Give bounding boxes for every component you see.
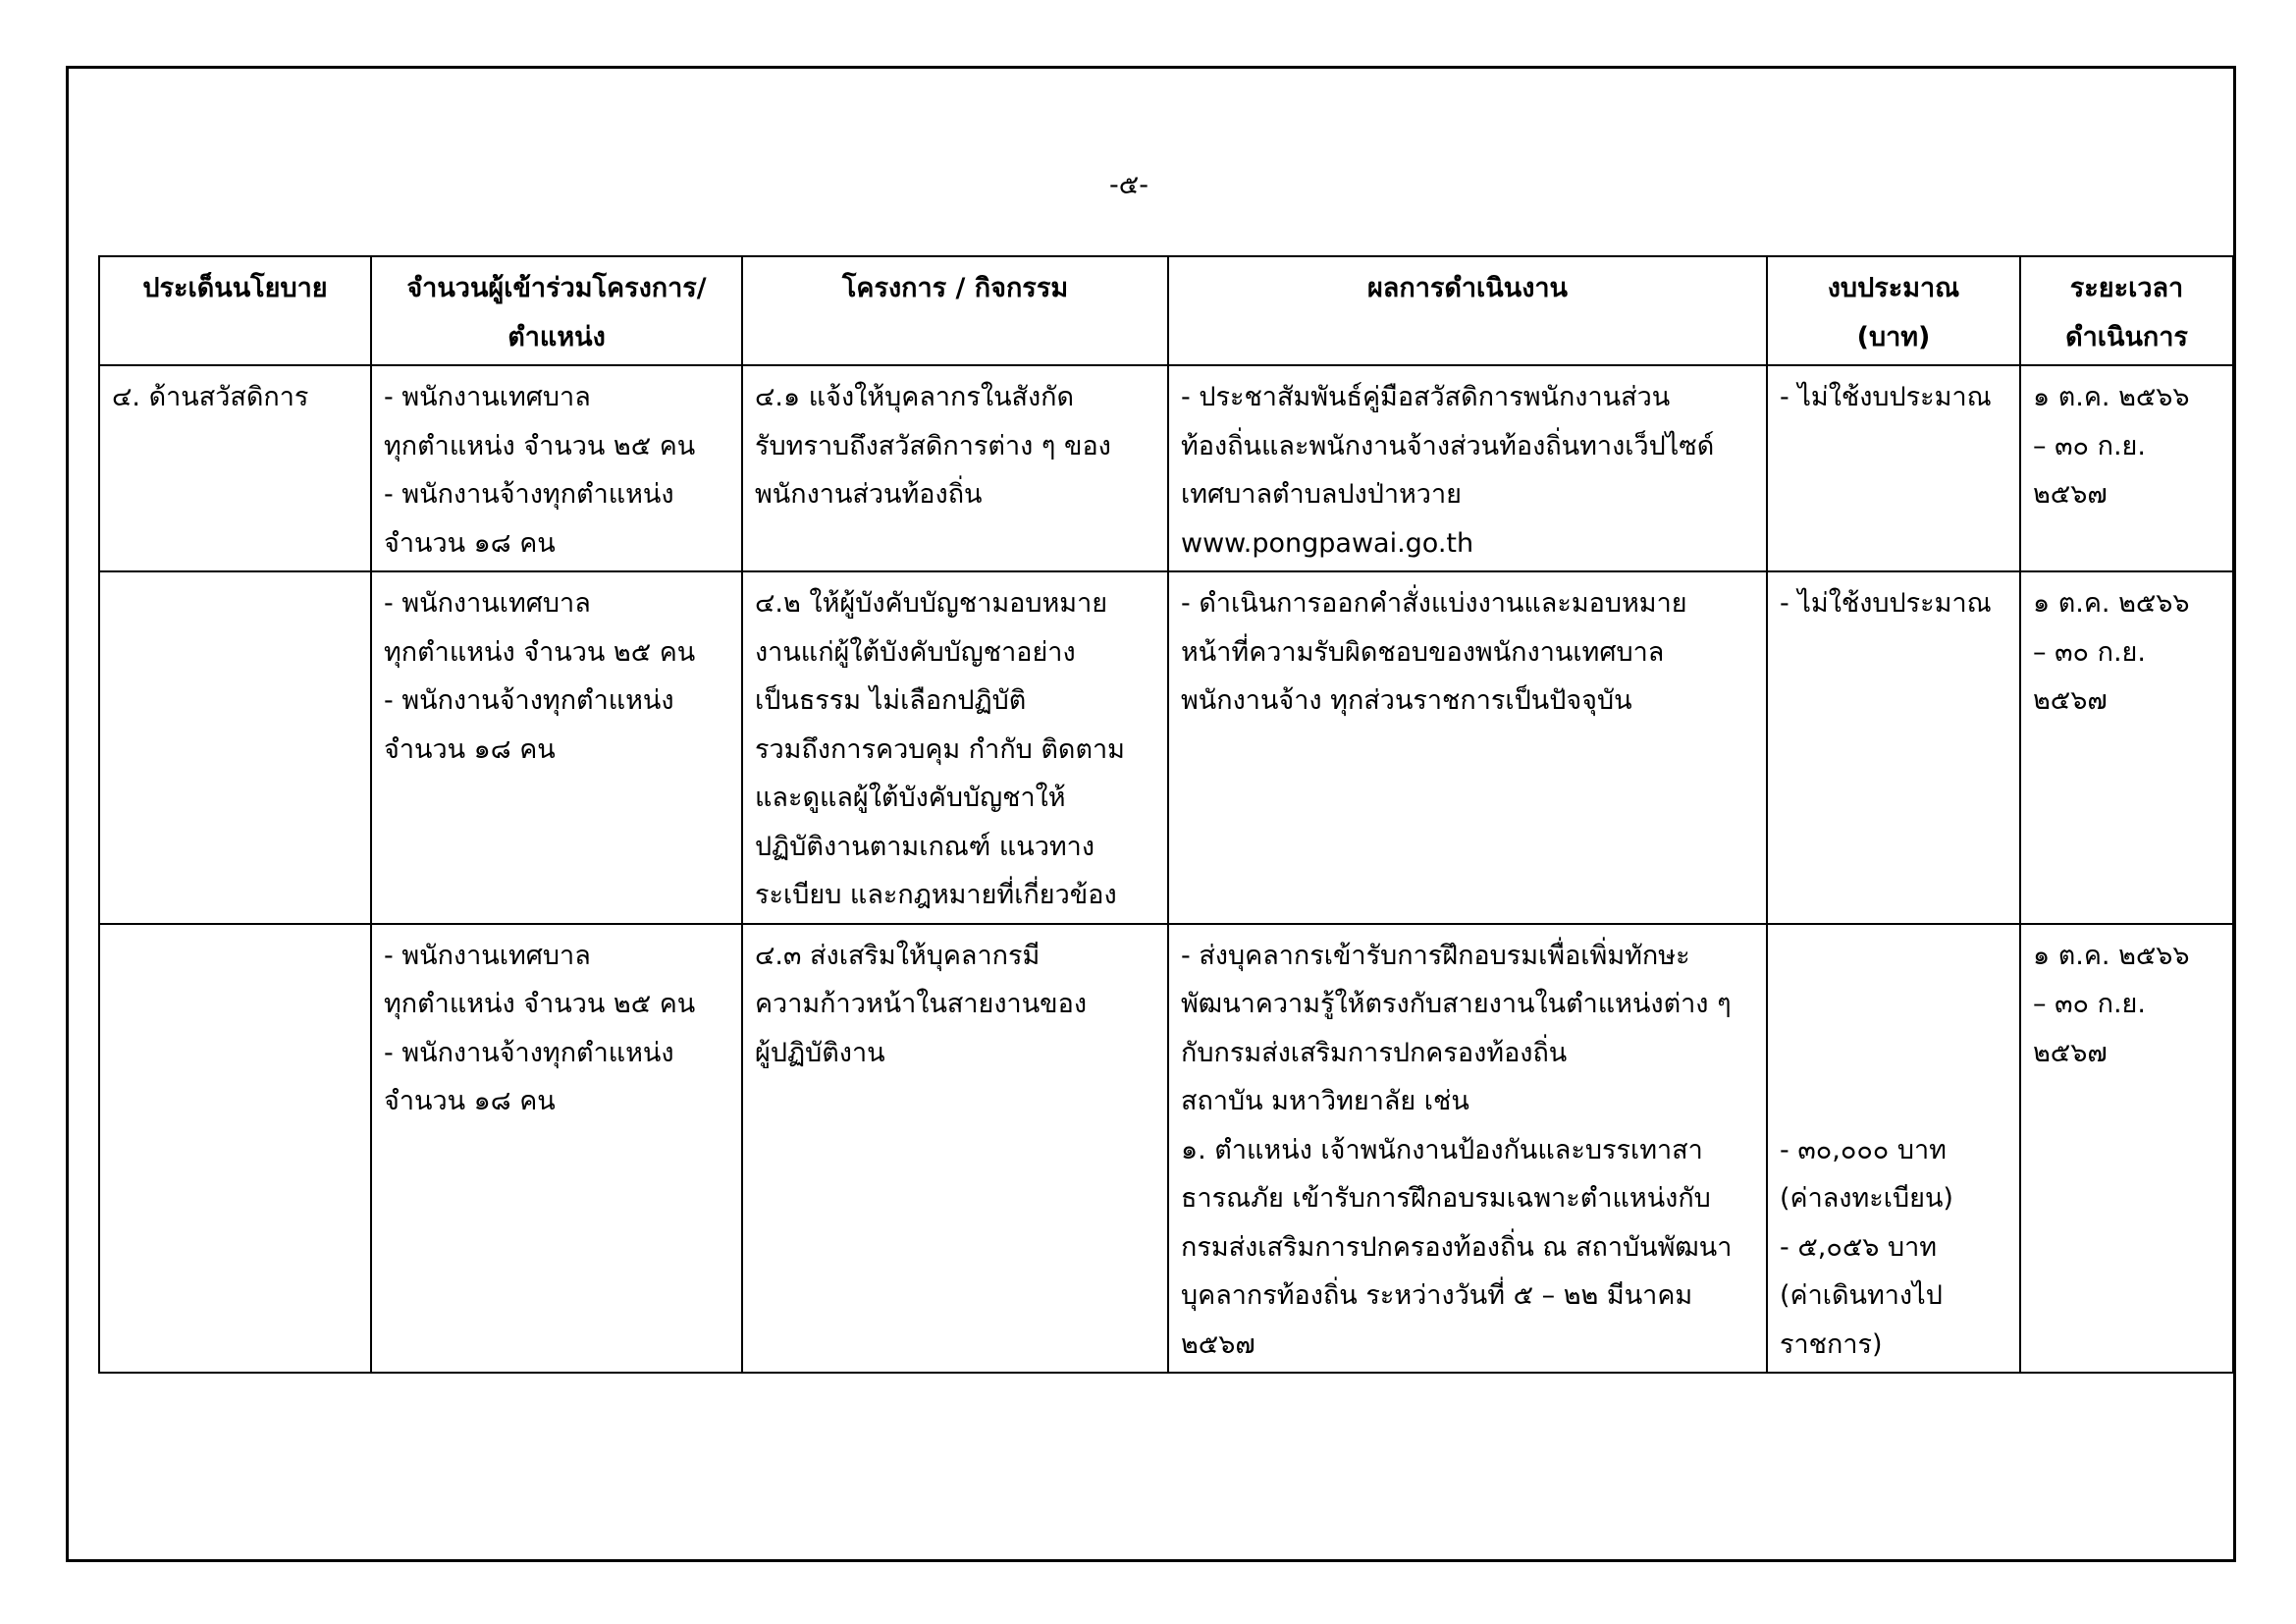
activity-cell: ๔.๓ ส่งเสริมให้บุคลากรมี ความก้าวหน้าในสายงานของ ผู้ปฏิบัติงาน — [742, 924, 1168, 1374]
table-row — [99, 571, 2233, 924]
period-cell: ๑ ต.ค. ๒๕๖๖ – ๓๐ ก.ย. ๒๕๖๗ — [2020, 365, 2233, 571]
header-participants: จำนวนผู้เข้าร่วมโครงการ/ ตำแหน่ง — [371, 256, 742, 365]
budget-cell: - ๓๐,๐๐๐ บาท (ค่าลงทะเบียน) - ๕,๐๕๖ บาท (ค่าเดินทางไป ราชการ) — [1767, 924, 2020, 1374]
budget-cell: - ไม่ใช้งบประมาณ — [1767, 365, 2020, 571]
policy-cell: ๔. ด้านสวัสดิการ — [99, 365, 371, 571]
header-budget: งบประมาณ (บาท) — [1767, 256, 2020, 365]
header-result: ผลการดำเนินงาน — [1168, 256, 1767, 365]
participants-cell: - พนักงานเทศบาล ทุกตำแหน่ง จำนวน ๒๕ คน - พนักงานจ้างทุกตำแหน่ง จำนวน ๑๘ คน — [371, 571, 742, 924]
result-cell: - ดำเนินการออกคำสั่งแบ่งงานและมอบหมาย หน้าที่ความรับผิดชอบของพนักงานเทศบาล พนักงานจ้าง ทุกส่วนราชการเป็นปัจจุบัน — [1168, 571, 1767, 924]
participants-cell: - พนักงานเทศบาล ทุกตำแหน่ง จำนวน ๒๕ คน - พนักงานจ้างทุกตำแหน่ง จำนวน ๑๘ คน — [371, 365, 742, 571]
table-row — [99, 924, 2233, 1374]
header-period: ระยะเวลา ดำเนินการ — [2020, 256, 2233, 365]
header-policy: ประเด็นนโยบาย — [99, 256, 371, 365]
table-row — [99, 365, 2233, 571]
period-cell: ๑ ต.ค. ๒๕๖๖ – ๓๐ ก.ย. ๒๕๖๗ — [2020, 924, 2233, 1374]
policy-report-table — [98, 255, 2234, 1374]
result-cell: - ประชาสัมพันธ์คู่มือสวัสดิการพนักงานส่วน ท้องถิ่นและพนักงานจ้างส่วนท้องถิ่นทางเว็ปไซด์ เทศบาลตำบลปงป่าหวาย www.pongpawai.go.th — [1168, 365, 1767, 571]
activity-cell: ๔.๑ แจ้งให้บุคลากรในสังกัด รับทราบถึงสวัสดิการต่าง ๆ ของ พนักงานส่วนท้องถิ่น — [742, 365, 1168, 571]
budget-spacer — [1780, 932, 2007, 1126]
activity-cell: ๔.๒ ให้ผู้บังคับบัญชามอบหมาย งานแก่ผู้ใต้บังคับบัญชาอย่าง เป็นธรรม ไม่เลือกปฏิบัติ รวมถึงการควบคุม กำกับ ติดตาม และดูแลผู้ใต้บังคับบัญชาให้ ปฏิบัติงานตามเกณฑ์ แนวทาง ระเบียบ และกฎหมายที่เกี่ยวข้อง — [742, 571, 1168, 924]
policy-cell — [99, 571, 371, 924]
participants-cell: - พนักงานเทศบาล ทุกตำแหน่ง จำนวน ๒๕ คน - พนักงานจ้างทุกตำแหน่ง จำนวน ๑๘ คน — [371, 924, 742, 1374]
header-activity: โครงการ / กิจกรรม — [742, 256, 1168, 365]
policy-cell — [99, 924, 371, 1374]
period-cell: ๑ ต.ค. ๒๕๖๖ – ๓๐ ก.ย. ๒๕๖๗ — [2020, 571, 2233, 924]
budget-cell: - ไม่ใช้งบประมาณ — [1767, 571, 2020, 924]
table-header-row — [99, 256, 2233, 365]
page-number: -๕- — [1109, 170, 1148, 200]
result-cell: - ส่งบุคลากรเข้ารับการฝึกอบรมเพื่อเพิ่มทักษะ พัฒนาความรู้ให้ตรงกับสายงานในตำแหน่งต่าง ๆ กับกรมส่งเสริมการปกครองท้องถิ่น สถาบัน มหาวิทยาลัย เช่น ๑. ตำแหน่ง เจ้าพนักงานป้องกันและบรรเทาสา ธารณภัย เข้ารับการฝึกอบรมเฉพาะตำแหน่งกับ กรมส่งเสริมการปกครองท้องถิ่น ณ สถาบันพัฒนา บุคลากรท้องถิ่น ระหว่างวันที่ ๕ – ๒๒ มีนาคม ๒๕๖๗ — [1168, 924, 1767, 1374]
